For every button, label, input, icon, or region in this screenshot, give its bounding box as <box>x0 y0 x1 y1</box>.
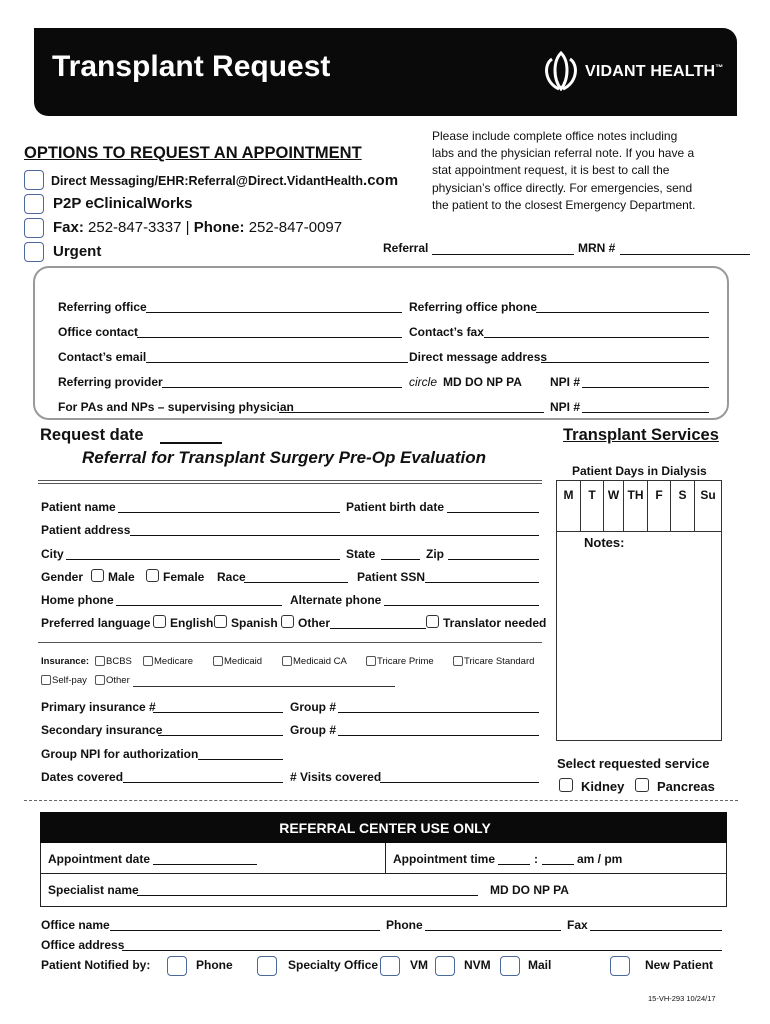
direct-messaging-address: Direct Messaging/EHR:Referral@Direct.VidantHealth <box>51 174 364 188</box>
referring-office-field[interactable] <box>146 312 402 313</box>
referral-center-row-divider <box>40 873 727 874</box>
english-label: English <box>170 616 214 630</box>
notice-line: Please include complete office notes including <box>432 129 678 143</box>
day-label: F <box>655 488 663 502</box>
day-label: S <box>678 488 687 502</box>
dialysis-day-saturday[interactable] <box>671 481 695 531</box>
tricare-standard-label: Tricare Standard <box>464 656 535 667</box>
brand-tm: ™ <box>715 63 724 72</box>
fax-label: Fax: <box>53 219 84 236</box>
day-label: TH <box>627 488 644 502</box>
section-divider <box>38 480 542 484</box>
tricare-prime-checkbox[interactable] <box>366 656 376 666</box>
visits-covered-label: # Visits covered <box>290 770 382 784</box>
new-patient-label: New Patient <box>645 958 714 972</box>
request-date-label: Request date <box>40 426 144 444</box>
referring-provider-field[interactable] <box>162 387 402 388</box>
appointment-hour-field[interactable] <box>498 864 530 865</box>
other-insurance-field[interactable] <box>133 686 395 687</box>
appointment-time-label: Appointment time <box>393 852 495 866</box>
medicare-label: Medicare <box>154 656 194 667</box>
appointment-date-field[interactable] <box>153 864 257 865</box>
state-label: State <box>346 547 376 561</box>
other-language-field[interactable] <box>330 628 426 629</box>
notified-specialty-office-label: Specialty Office <box>288 958 379 972</box>
preferred-language-label: Preferred language <box>41 616 151 630</box>
pancreas-label: Pancreas <box>657 779 715 794</box>
vidant-logo-icon <box>542 51 580 91</box>
circle-instruction: circle <box>409 375 438 389</box>
notice-line: physician’s office directly. For emergencies, send <box>432 180 693 195</box>
referral-center-heading: REFERRAL CENTER USE ONLY <box>279 820 491 836</box>
city-label: City <box>41 547 64 561</box>
group2-label: Group # <box>290 723 337 737</box>
race-field[interactable] <box>244 582 348 583</box>
self-pay-checkbox[interactable] <box>41 675 51 685</box>
bcbs-checkbox[interactable] <box>95 656 105 666</box>
tricare-prime-label: Tricare Prime <box>377 656 434 667</box>
day-label: M <box>563 488 574 502</box>
fax-phone-line <box>53 219 342 236</box>
gender-label: Gender <box>41 570 84 584</box>
p2p-label: P2P eClinicalWorks <box>53 195 193 212</box>
notified-mail-label: Mail <box>528 958 552 972</box>
appointment-date-label: Appointment date <box>48 852 150 866</box>
dialysis-day-tuesday[interactable] <box>581 481 604 531</box>
referring-box <box>33 266 729 420</box>
patient-address-label: Patient address <box>41 523 131 537</box>
male-checkbox[interactable] <box>91 569 104 582</box>
specialist-name-label: Specialist name <box>48 883 139 897</box>
dialysis-day-wednesday[interactable] <box>604 481 624 531</box>
alternate-phone-field[interactable] <box>384 605 539 606</box>
office-contact-field[interactable] <box>137 337 402 338</box>
notified-specialty-office-checkbox[interactable] <box>257 956 277 976</box>
group1-field[interactable] <box>338 712 539 713</box>
dialysis-days-table <box>556 480 722 532</box>
direct-messaging-checkbox[interactable] <box>24 170 44 190</box>
npi-field[interactable] <box>582 387 709 388</box>
npi2-field[interactable] <box>582 412 709 413</box>
self-pay-label: Self-pay <box>52 675 87 686</box>
contact-email-label: Contact’s email <box>58 350 147 364</box>
pancreas-checkbox[interactable] <box>635 778 649 792</box>
group1-label: Group # <box>290 700 337 714</box>
notified-mail-checkbox[interactable] <box>500 956 520 976</box>
insurance-label: Insurance: <box>41 656 90 667</box>
request-date-field[interactable] <box>160 442 222 444</box>
transplant-services-heading: Transplant Services <box>563 426 719 444</box>
office-fax-field[interactable] <box>590 930 722 931</box>
race-label: Race <box>217 570 246 584</box>
select-service-label: Select requested service <box>557 756 710 771</box>
other-language-checkbox[interactable] <box>281 615 294 628</box>
primary-insurance-label: Primary insurance # <box>41 700 156 714</box>
day-label: T <box>588 488 596 502</box>
office-name-field[interactable] <box>110 930 380 931</box>
secondary-insurance-label: Secondary insurance <box>41 723 163 737</box>
day-label: W <box>607 488 620 502</box>
spanish-checkbox[interactable] <box>214 615 227 628</box>
medicaid-ca-label: Medicaid CA <box>293 656 347 667</box>
separator: | <box>185 219 190 236</box>
new-patient-checkbox[interactable] <box>610 956 630 976</box>
referral-field[interactable] <box>432 254 574 255</box>
supervising-physician-label: For PAs and NPs – supervising physician <box>58 400 294 414</box>
fax-number: 252-847-3337 <box>88 219 182 236</box>
dialysis-days-heading: Patient Days in Dialysis <box>572 464 707 478</box>
urgent-checkbox[interactable] <box>24 242 44 262</box>
referring-office-label: Referring office <box>58 300 147 314</box>
notice-text <box>432 128 695 214</box>
notified-nvm-checkbox[interactable] <box>435 956 455 976</box>
tricare-standard-checkbox[interactable] <box>453 656 463 666</box>
urgent-label: Urgent <box>53 243 102 260</box>
options-heading: OPTIONS TO REQUEST AN APPOINTMENT <box>24 144 362 162</box>
primary-insurance-field[interactable] <box>153 712 283 713</box>
medicare-checkbox[interactable] <box>143 656 153 666</box>
insurance-divider <box>38 642 542 643</box>
form-code: 15-VH-293 10/24/17 <box>648 994 716 1003</box>
direct-address-label: Direct message address <box>409 350 548 364</box>
phone-number: 252-847-0097 <box>248 219 343 236</box>
translator-label: Translator needed <box>443 616 547 630</box>
notes-box[interactable] <box>556 531 722 741</box>
alternate-phone-label: Alternate phone <box>290 593 382 607</box>
male-label: Male <box>108 570 135 584</box>
other-language-label: Other <box>298 616 331 630</box>
zip-label: Zip <box>426 547 444 561</box>
medicaid-ca-checkbox[interactable] <box>282 656 292 666</box>
notified-phone-checkbox[interactable] <box>167 956 187 976</box>
home-phone-field[interactable] <box>116 605 282 606</box>
dates-covered-label: Dates covered <box>41 770 124 784</box>
office-address-label: Office address <box>41 938 125 952</box>
npi-label: NPI # <box>550 375 581 389</box>
supervising-physician-field[interactable] <box>279 412 544 413</box>
patient-name-label: Patient name <box>41 500 116 514</box>
direct-messaging-label <box>51 172 398 189</box>
dialysis-day-friday[interactable] <box>648 481 671 531</box>
mrn-label: MRN # <box>578 241 616 255</box>
contact-fax-label: Contact’s fax <box>409 325 484 339</box>
specialist-credentials: MD DO NP PA <box>490 883 569 897</box>
ssn-label: Patient SSN <box>357 570 426 584</box>
group-npi-label: Group NPI for authorization <box>41 747 199 761</box>
visits-covered-field[interactable] <box>380 782 539 783</box>
notice-line: the patient to the closest Emergency Department. <box>432 197 696 212</box>
office-phone-label: Phone <box>386 918 423 932</box>
bcbs-label: BCBS <box>106 656 132 667</box>
direct-address-field[interactable] <box>541 362 709 363</box>
am-pm-label: am / pm <box>577 852 623 866</box>
referral-label: Referral <box>383 241 429 255</box>
dates-covered-field[interactable] <box>123 782 283 783</box>
medicaid-checkbox[interactable] <box>213 656 223 666</box>
contact-email-field[interactable] <box>146 362 408 363</box>
appointment-minute-field[interactable] <box>542 864 574 865</box>
referral-center-col-divider <box>385 843 386 873</box>
office-address-field[interactable] <box>122 950 722 951</box>
specialist-name-field[interactable] <box>137 895 478 896</box>
notified-vm-label: VM <box>410 958 428 972</box>
patient-name-field[interactable] <box>118 512 340 513</box>
fax-phone-checkbox[interactable] <box>24 218 44 238</box>
phone-label: Phone: <box>193 219 245 236</box>
notified-phone-label: Phone <box>196 958 233 972</box>
direct-messaging-com: .com <box>363 172 399 189</box>
ssn-field[interactable] <box>425 582 539 583</box>
provider-credentials: MD DO NP PA <box>443 375 522 389</box>
spanish-label: Spanish <box>231 616 278 630</box>
mrn-field[interactable] <box>620 254 750 255</box>
patient-notified-label: Patient Notified by: <box>41 958 151 972</box>
office-phone-field[interactable] <box>425 930 561 931</box>
birth-date-label: Patient birth date <box>346 500 445 514</box>
city-field[interactable] <box>66 559 340 560</box>
notified-vm-checkbox[interactable] <box>380 956 400 976</box>
other-insurance-label: Other <box>106 675 130 686</box>
referring-office-phone-label: Referring office phone <box>409 300 538 314</box>
time-colon: : <box>534 852 538 866</box>
female-label: Female <box>163 570 205 584</box>
group-npi-field[interactable] <box>198 759 283 760</box>
translator-checkbox[interactable] <box>426 615 439 628</box>
birth-date-field[interactable] <box>447 512 539 513</box>
other-insurance-checkbox[interactable] <box>95 675 105 685</box>
dialysis-day-thursday[interactable] <box>624 481 648 531</box>
notice-line: labs and the physician referral note. If you have a <box>432 146 695 161</box>
brand-name <box>585 63 724 81</box>
day-label: Su <box>700 488 716 502</box>
notified-nvm-label: NVM <box>464 958 491 972</box>
kidney-label: Kidney <box>581 779 625 794</box>
zip-field[interactable] <box>448 559 539 560</box>
english-checkbox[interactable] <box>153 615 166 628</box>
office-name-label: Office name <box>41 918 110 932</box>
p2p-checkbox[interactable] <box>24 194 44 214</box>
dialysis-day-monday[interactable] <box>557 481 581 531</box>
female-checkbox[interactable] <box>146 569 159 582</box>
contact-fax-field[interactable] <box>484 337 709 338</box>
notes-label: Notes: <box>584 535 625 550</box>
kidney-checkbox[interactable] <box>559 778 573 792</box>
cut-line <box>24 800 738 801</box>
home-phone-label: Home phone <box>41 593 114 607</box>
referring-provider-label: Referring provider <box>58 375 163 389</box>
medicaid-label: Medicaid <box>224 656 263 667</box>
notice-line: stat appointment request, it is best to call the <box>432 163 670 178</box>
brand-text: VIDANT HEALTH <box>585 63 716 80</box>
office-contact-label: Office contact <box>58 325 139 339</box>
form-title: Transplant Request <box>52 50 331 83</box>
referral-subtitle: Referral for Transplant Surgery Pre-Op Evaluation <box>82 448 487 467</box>
referring-office-phone-field[interactable] <box>536 312 709 313</box>
office-fax-label: Fax <box>567 918 588 932</box>
dialysis-day-sunday[interactable] <box>695 481 721 531</box>
group2-field[interactable] <box>338 735 539 736</box>
patient-address-field[interactable] <box>130 535 539 536</box>
npi2-label: NPI # <box>550 400 581 414</box>
secondary-insurance-field[interactable] <box>158 735 283 736</box>
state-field[interactable] <box>381 559 420 560</box>
